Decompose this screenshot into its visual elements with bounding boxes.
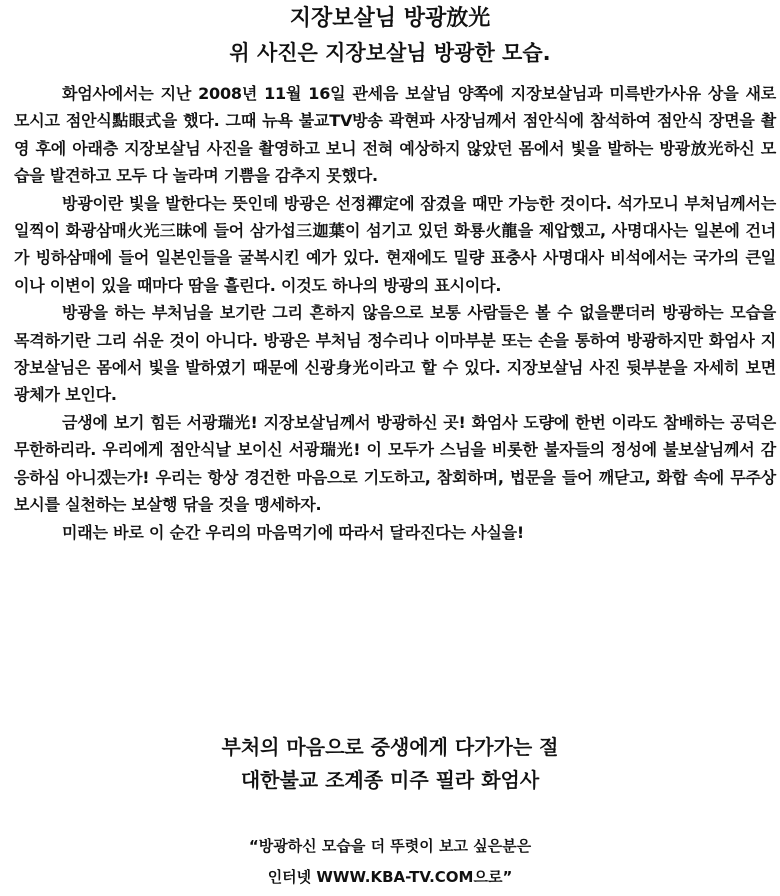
paragraph-meaning-of-radiance: 방광이란 빛을 발한다는 뜻인데 방광은 선정禪定에 잠겼을 때만 가능한 것이다. 석가모니 부처님께서는 일찍이 화광삼매火光三昧에 들어 삼가섭三迦葉이 섬기고 있던 화룡火龍을 제압했고, 사명대사는 일본에 건너가 빙하삼매에 들어 일본인들을 굴복시킨 예가 있다. 현재에도 밀량 표충사 사명대사 비석에서는 국가의 큰일이나 이변이 있을 때마다 땀을 흘린다. 이것도 하나의 방광의 표시이다. xyxy=(14,193,776,295)
paragraph-auspicious-light: 금생에 보기 힘든 서광瑞光! 지장보살님께서 방광하신 곳! 화엄사 도량에 한번 이라도 참배하는 공덕은 무한하리라. 우리에게 점안식날 보이신 서광瑞光! 이 모두가 스님을 비롯한 불자들의 정성에 불보살님께서 감응하심 아니겠는가! 우리는 항상 경건한 마음으로 기도하고, 참회하며, 법문을 들어 깨닫고, 화합 속에 무주상 보시를 실천하는 보살행 닦을 것을 맹세하자. xyxy=(14,412,776,515)
paragraph-closing-line: 미래는 바로 이 순간 우리의 마음먹기에 따라서 달라진다는 사실을! xyxy=(62,522,524,542)
article-body xyxy=(14,80,776,546)
temple-name: 대한불교 조계종 미주 필라 화엄사 xyxy=(240,768,540,792)
paragraph-rare-sight: 방광을 하는 부처님을 보기란 그리 흔하지 않음으로 보통 사람들은 볼 수 없을뿐더러 방광하는 모습을 목격하기란 그리 쉬운 것이 아니다. 방광은 부처님 정수리나 이마부분 또는 손을 통하여 방광하지만 화엄사 지장보살님은 몸에서 빛을 발하였기 때문에 신광身光이라고 할 수 있다. 지장보살님 사진 뒷부분을 자세히 보면 광체가 보인다. xyxy=(14,303,776,405)
document-subtitle: 위 사진은 지장보살님 방광한 모습. xyxy=(229,41,551,65)
website-note-line2: 인터넷 WWW.KBA-TV.COM으로” xyxy=(267,868,513,886)
temple-motto: 부처의 마음으로 중생에게 다가가는 절 xyxy=(221,735,559,759)
document-title: 지장보살님 방광放光 xyxy=(289,6,491,31)
website-note-line1: “방광하신 모습을 더 뚜렷이 보고 싶은분은 xyxy=(248,837,532,855)
paragraph-eye-opening-ceremony: 화엄사에서는 지난 2008년 11월 16일 관세음 보살님 양쪽에 지장보살님과 미륵반가사유 상을 새로 모시고 점안식點眼式을 했다. 그때 뉴욕 불교TV방송 곽현파 사장님께서 점안식에 참석하여 점안식 장면을 촬영 후에 아래층 지장보살님 사진을 촬영하고 보니 전혀 예상하지 않았던 몸에서 빛을 발하는 방광放光하신 모습을 발견하고 모두 다 놀라며 기쁨을 감추지 못했다. xyxy=(14,84,776,186)
